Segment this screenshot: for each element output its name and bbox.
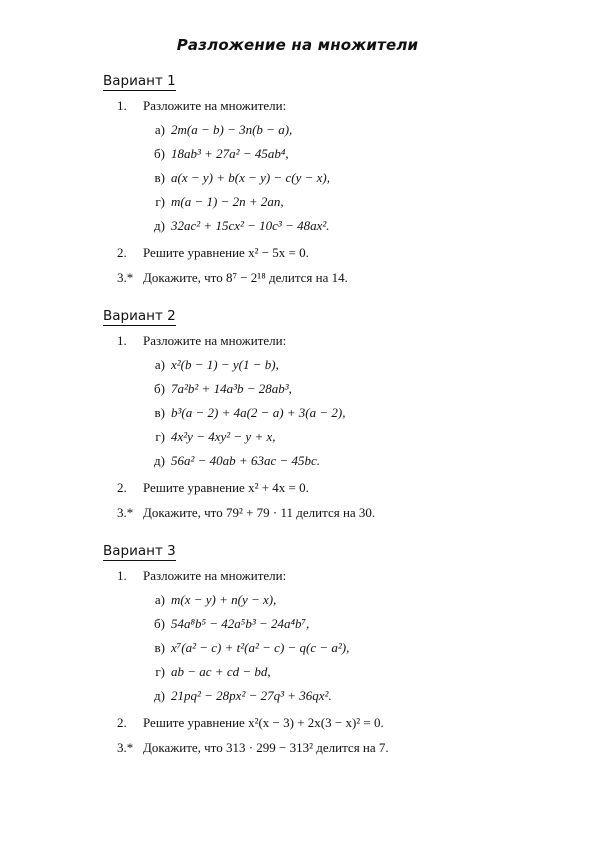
variant-heading: Вариант 2 <box>103 308 176 324</box>
subtask-letter: б) <box>154 616 165 631</box>
subtask-letter: д) <box>154 453 165 468</box>
subtask-letter: г) <box>155 429 165 444</box>
subtask-expression: 21pq² − 28px² − 27q³ + 36qx². <box>171 688 332 703</box>
page-title: Разложение на множители <box>176 36 419 54</box>
subtask-expression: ab − ac + cd − bd, <box>171 664 271 679</box>
subtask-expression: 4x²y − 4xy² − y + x, <box>171 429 276 444</box>
task-text: Решите уравнение x²(x − 3) + 2x(3 − x)² = 0. <box>143 715 384 730</box>
subtask-letter: в) <box>154 640 165 655</box>
task-number: 2. <box>117 245 127 260</box>
subtask-expression: 2m(a − b) − 3n(b − a), <box>171 122 293 137</box>
subtask-expression: b³(a − 2) + 4a(2 − a) + 3(a − 2), <box>171 405 346 420</box>
task-text: Решите уравнение x² − 5x = 0. <box>143 245 309 260</box>
task-number: 1. <box>117 98 127 113</box>
task-number: 3.* <box>117 270 134 285</box>
subtask-expression: 54a⁸b⁵ − 42a⁵b³ − 24a⁴b⁷, <box>171 616 310 631</box>
task-number: 3.* <box>117 740 134 755</box>
subtask-expression: m(a − 1) − 2n + 2an, <box>171 194 284 209</box>
variant-heading: Вариант 1 <box>103 73 176 89</box>
task-number: 1. <box>117 333 127 348</box>
subtask-expression: m(x − y) + n(y − x), <box>171 592 277 607</box>
subtask-letter: г) <box>155 664 165 679</box>
task-number: 3.* <box>117 505 134 520</box>
task-text: Решите уравнение x² + 4x = 0. <box>143 480 309 495</box>
subtask-letter: д) <box>154 688 165 703</box>
variant-2 <box>103 308 543 520</box>
subtask-letter: в) <box>154 405 165 420</box>
task-text: Разложите на множители: <box>143 333 287 348</box>
subtask-expression: a(x − y) + b(x − y) − c(y − x), <box>171 170 330 185</box>
subtask-letter: б) <box>154 381 165 396</box>
task-number: 1. <box>117 568 127 583</box>
task-number: 2. <box>117 480 127 495</box>
task-text: Докажите, что 313 · 299 − 313² делится на 7. <box>143 740 389 755</box>
subtask-letter: г) <box>155 194 165 209</box>
subtask-letter: д) <box>154 218 165 233</box>
task-text: Докажите, что 8⁷ − 2¹⁸ делится на 14. <box>143 270 348 285</box>
subtask-expression: x⁷(a² − c) + t²(a² − c) − q(c − a²), <box>171 640 350 655</box>
task-text: Докажите, что 79² + 79 · 11 делится на 30. <box>143 505 376 520</box>
subtask-expression: 7a²b² + 14a³b − 28ab³, <box>171 381 292 396</box>
task-number: 2. <box>117 715 127 730</box>
subtask-letter: а) <box>154 122 165 137</box>
variant-heading: Вариант 3 <box>103 543 176 559</box>
task-text: Разложите на множители: <box>143 568 287 583</box>
subtask-letter: а) <box>154 357 165 372</box>
task-text: Разложите на множители: <box>143 98 287 113</box>
subtask-expression: 56a² − 40ab + 63ac − 45bc. <box>171 453 321 468</box>
subtask-expression: 32ac² + 15cx² − 10c³ − 48ax². <box>171 218 330 233</box>
subtask-expression: 18ab³ + 27a² − 45ab⁴, <box>171 146 289 161</box>
subtask-expression: x²(b − 1) − y(1 − b), <box>171 357 279 372</box>
subtask-letter: б) <box>154 146 165 161</box>
variant-3 <box>103 543 543 755</box>
subtask-letter: а) <box>154 592 165 607</box>
subtask-letter: в) <box>154 170 165 185</box>
variant-1 <box>103 73 543 285</box>
